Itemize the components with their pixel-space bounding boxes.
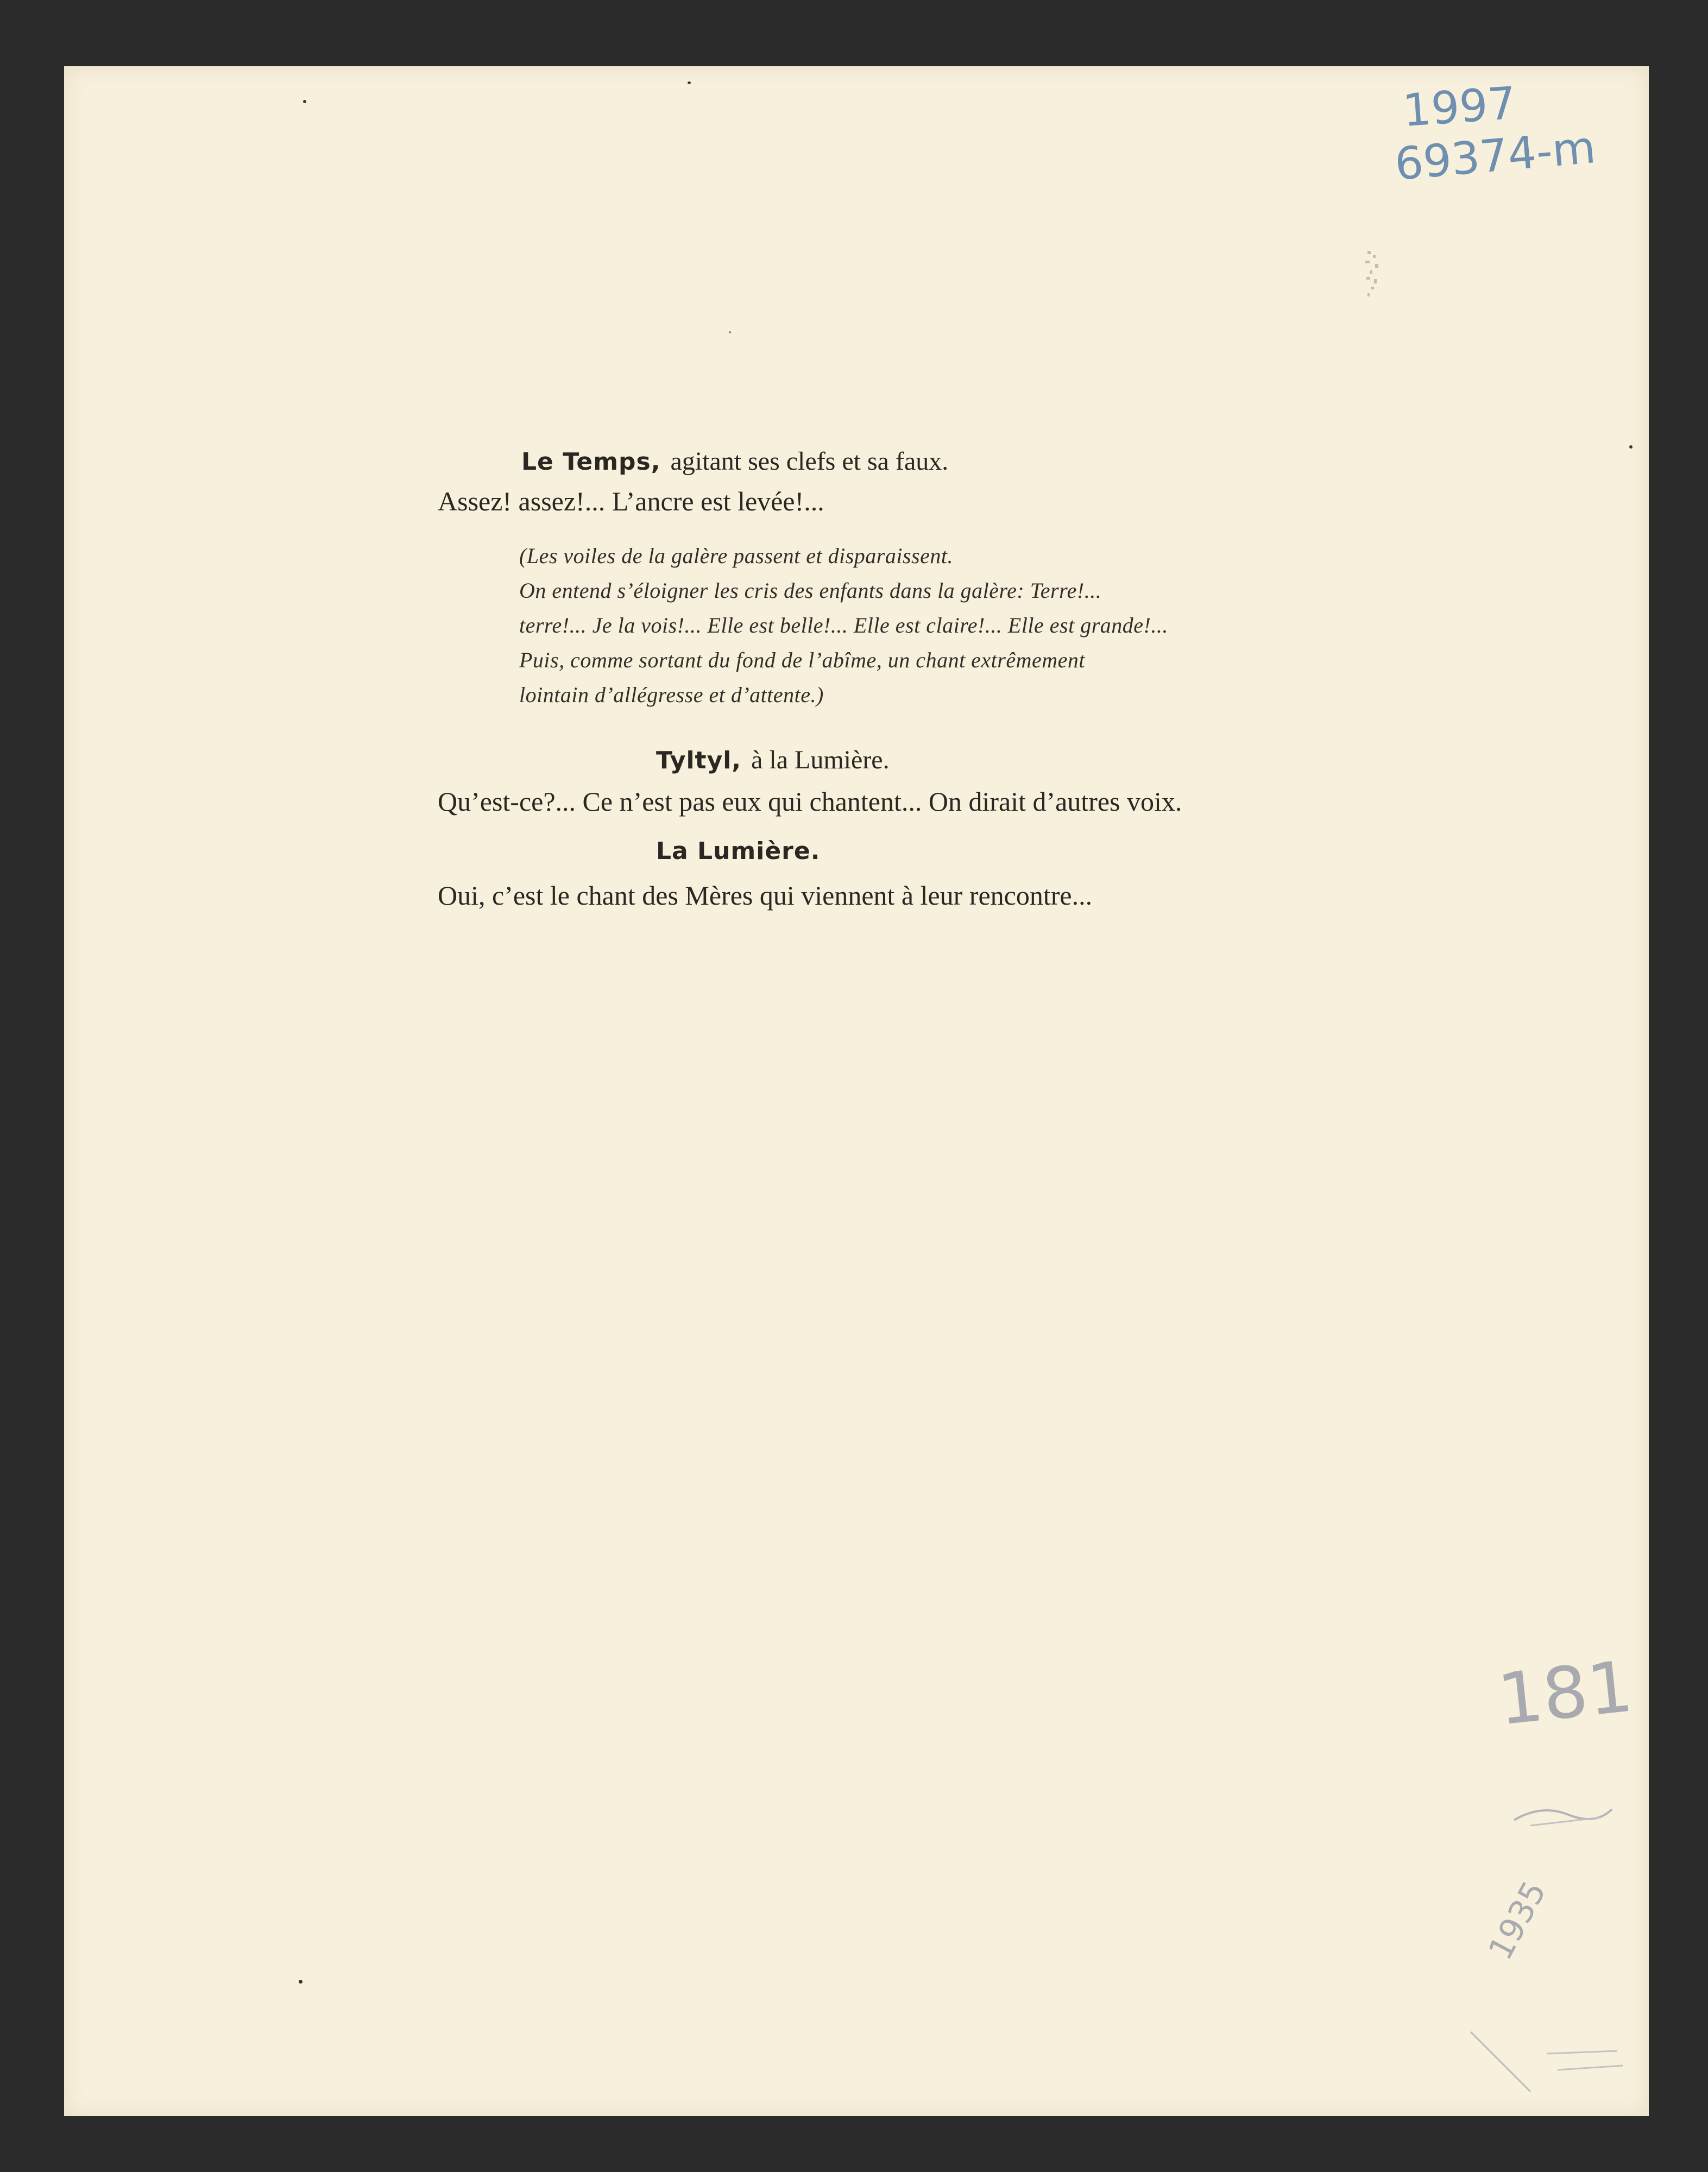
inventory-number-line2: 69374-m <box>1392 122 1598 191</box>
speaker-name: La Lumière. <box>656 837 821 865</box>
smudge-mark <box>1351 245 1395 305</box>
stage-direction-line: Puis, comme sortant du fond de l’abîme, un chant extrêmement <box>519 648 1086 672</box>
speech-line: Oui, c’est le chant des Mères qui viennent à leur rencontre... <box>438 880 1093 911</box>
paper-speck <box>688 81 691 84</box>
stage-direction-line: (Les voiles de la galère passent et disparaissent. <box>519 544 953 568</box>
speech-line: Assez! assez!... L’ancre est levée!... <box>438 486 824 516</box>
paper-speck <box>1629 445 1633 449</box>
pencil-number: 181 <box>1493 1645 1637 1741</box>
inventory-number-line1: 1997 <box>1401 77 1518 137</box>
speaker-name: Le Temps, <box>521 448 661 476</box>
speaker-line-le-temps <box>521 446 948 476</box>
pencil-scribble <box>1509 1793 1617 1836</box>
stage-direction-line: terre!... Je la vois!... Elle est belle!... Elle est claire!... Elle est grande!... <box>519 613 1168 637</box>
stage-direction-line: On entend s’éloigner les cris des enfants dans la galère: Terre!... <box>519 578 1102 603</box>
stage-direction-inline: à la Lumière. <box>751 746 890 774</box>
stage-direction-line: lointain d’allégresse et d’attente.) <box>519 683 824 707</box>
pencil-year: 1935 <box>1481 1875 1554 1966</box>
paper-speck <box>729 331 731 333</box>
stage-direction-inline: agitant ses clefs et sa faux. <box>670 447 949 476</box>
speech-line: Qu’est-ce?... Ce n’est pas eux qui chantent... On dirait d’autres voix. <box>438 786 1182 817</box>
speaker-line-la-lumiere <box>656 837 820 865</box>
pencil-scribble <box>1465 2021 1628 2097</box>
document-page <box>64 66 1649 2116</box>
paper-speck <box>303 100 306 103</box>
speaker-name: Tyltyl, <box>656 747 742 774</box>
paper-speck <box>299 1980 302 1984</box>
speaker-line-tyltyl <box>656 745 890 775</box>
